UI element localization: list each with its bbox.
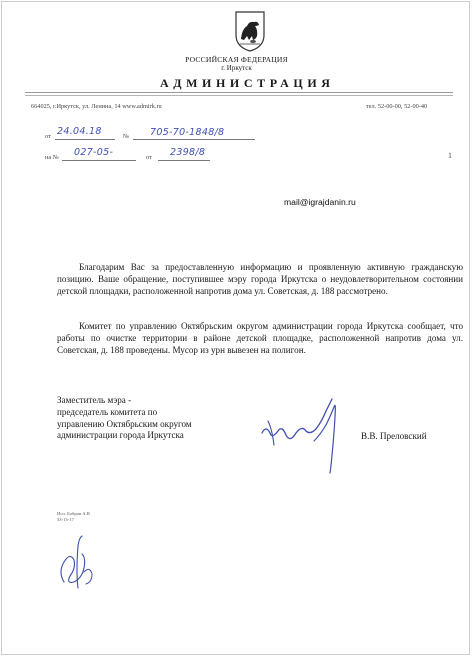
- country-name: РОССИЙСКАЯ ФЕДЕРАЦИЯ: [185, 55, 288, 64]
- reply-number: 027-05-: [74, 147, 114, 158]
- organization-address: 664025, г.Иркутск, ул. Ленина, 14 www.admirk.ru: [31, 103, 162, 110]
- signer-title-line: администрации города Иркутска: [57, 430, 184, 441]
- registration-date: 24.04.18: [57, 126, 102, 137]
- body-paragraph-2: [57, 321, 463, 356]
- header-divider: [25, 92, 453, 93]
- irkutsk-coat-of-arms-icon: [232, 9, 268, 53]
- reply-number-prefix: на №: [45, 154, 59, 161]
- date-prefix: от: [45, 133, 51, 140]
- reply-date: 2398/8: [170, 147, 206, 158]
- number-prefix: №: [123, 133, 130, 140]
- city-name: г. Иркутск: [221, 64, 252, 72]
- handwritten-signature: [256, 395, 354, 475]
- reply-number-underline: [62, 160, 136, 161]
- organization-title: АДМИНИСТРАЦИЯ: [160, 76, 335, 90]
- date-underline: [55, 139, 115, 140]
- body-paragraph-2-text: Комитет по управлению Октябрьским округом администрации города Иркутска сообщает, что работы по очистке территории в районе детской площадке, расположенной напротив дома ул. Советская, д. 188 проведены. Мусор из урн вывезен на полигон.: [57, 321, 463, 355]
- signer-title-line: председатель комитета по: [57, 406, 158, 417]
- executor-name: Исп. Бобров А.В: [57, 511, 90, 516]
- signer-title-line: управлению Октябрьским округом: [57, 418, 192, 429]
- registration-number: 705-70-1848/8: [150, 127, 225, 138]
- executor-phone: 33-13-17: [57, 517, 74, 522]
- header-divider-secondary: [25, 95, 453, 96]
- reply-date-underline: [158, 160, 210, 161]
- recipient-email: mail@igrajdanin.ru: [284, 197, 356, 207]
- reply-date-prefix: от: [146, 154, 152, 161]
- organization-phone: тел. 52-00-00, 52-00-40: [366, 103, 428, 110]
- executor-info: [57, 511, 90, 523]
- signer-name: В.В. Преловский: [361, 431, 427, 441]
- signer-title-line: Заместитель мэра -: [57, 395, 132, 405]
- body-paragraph-1-text: Благодарим Вас за предоставленную информацию и проявленную активную гражданскую позицию. Ваше обращение, поступившее мэру города Иркутска о неудовлетворительном состоянии детской площадки, расположенной напротив дома ул. Советская, д. 188 рассмотрено.: [57, 262, 463, 296]
- handwritten-initials: [52, 532, 98, 590]
- number-underline: [133, 139, 255, 140]
- margin-mark: 1: [448, 151, 452, 160]
- signer-title: [57, 395, 192, 442]
- body-paragraph-1: [57, 262, 463, 297]
